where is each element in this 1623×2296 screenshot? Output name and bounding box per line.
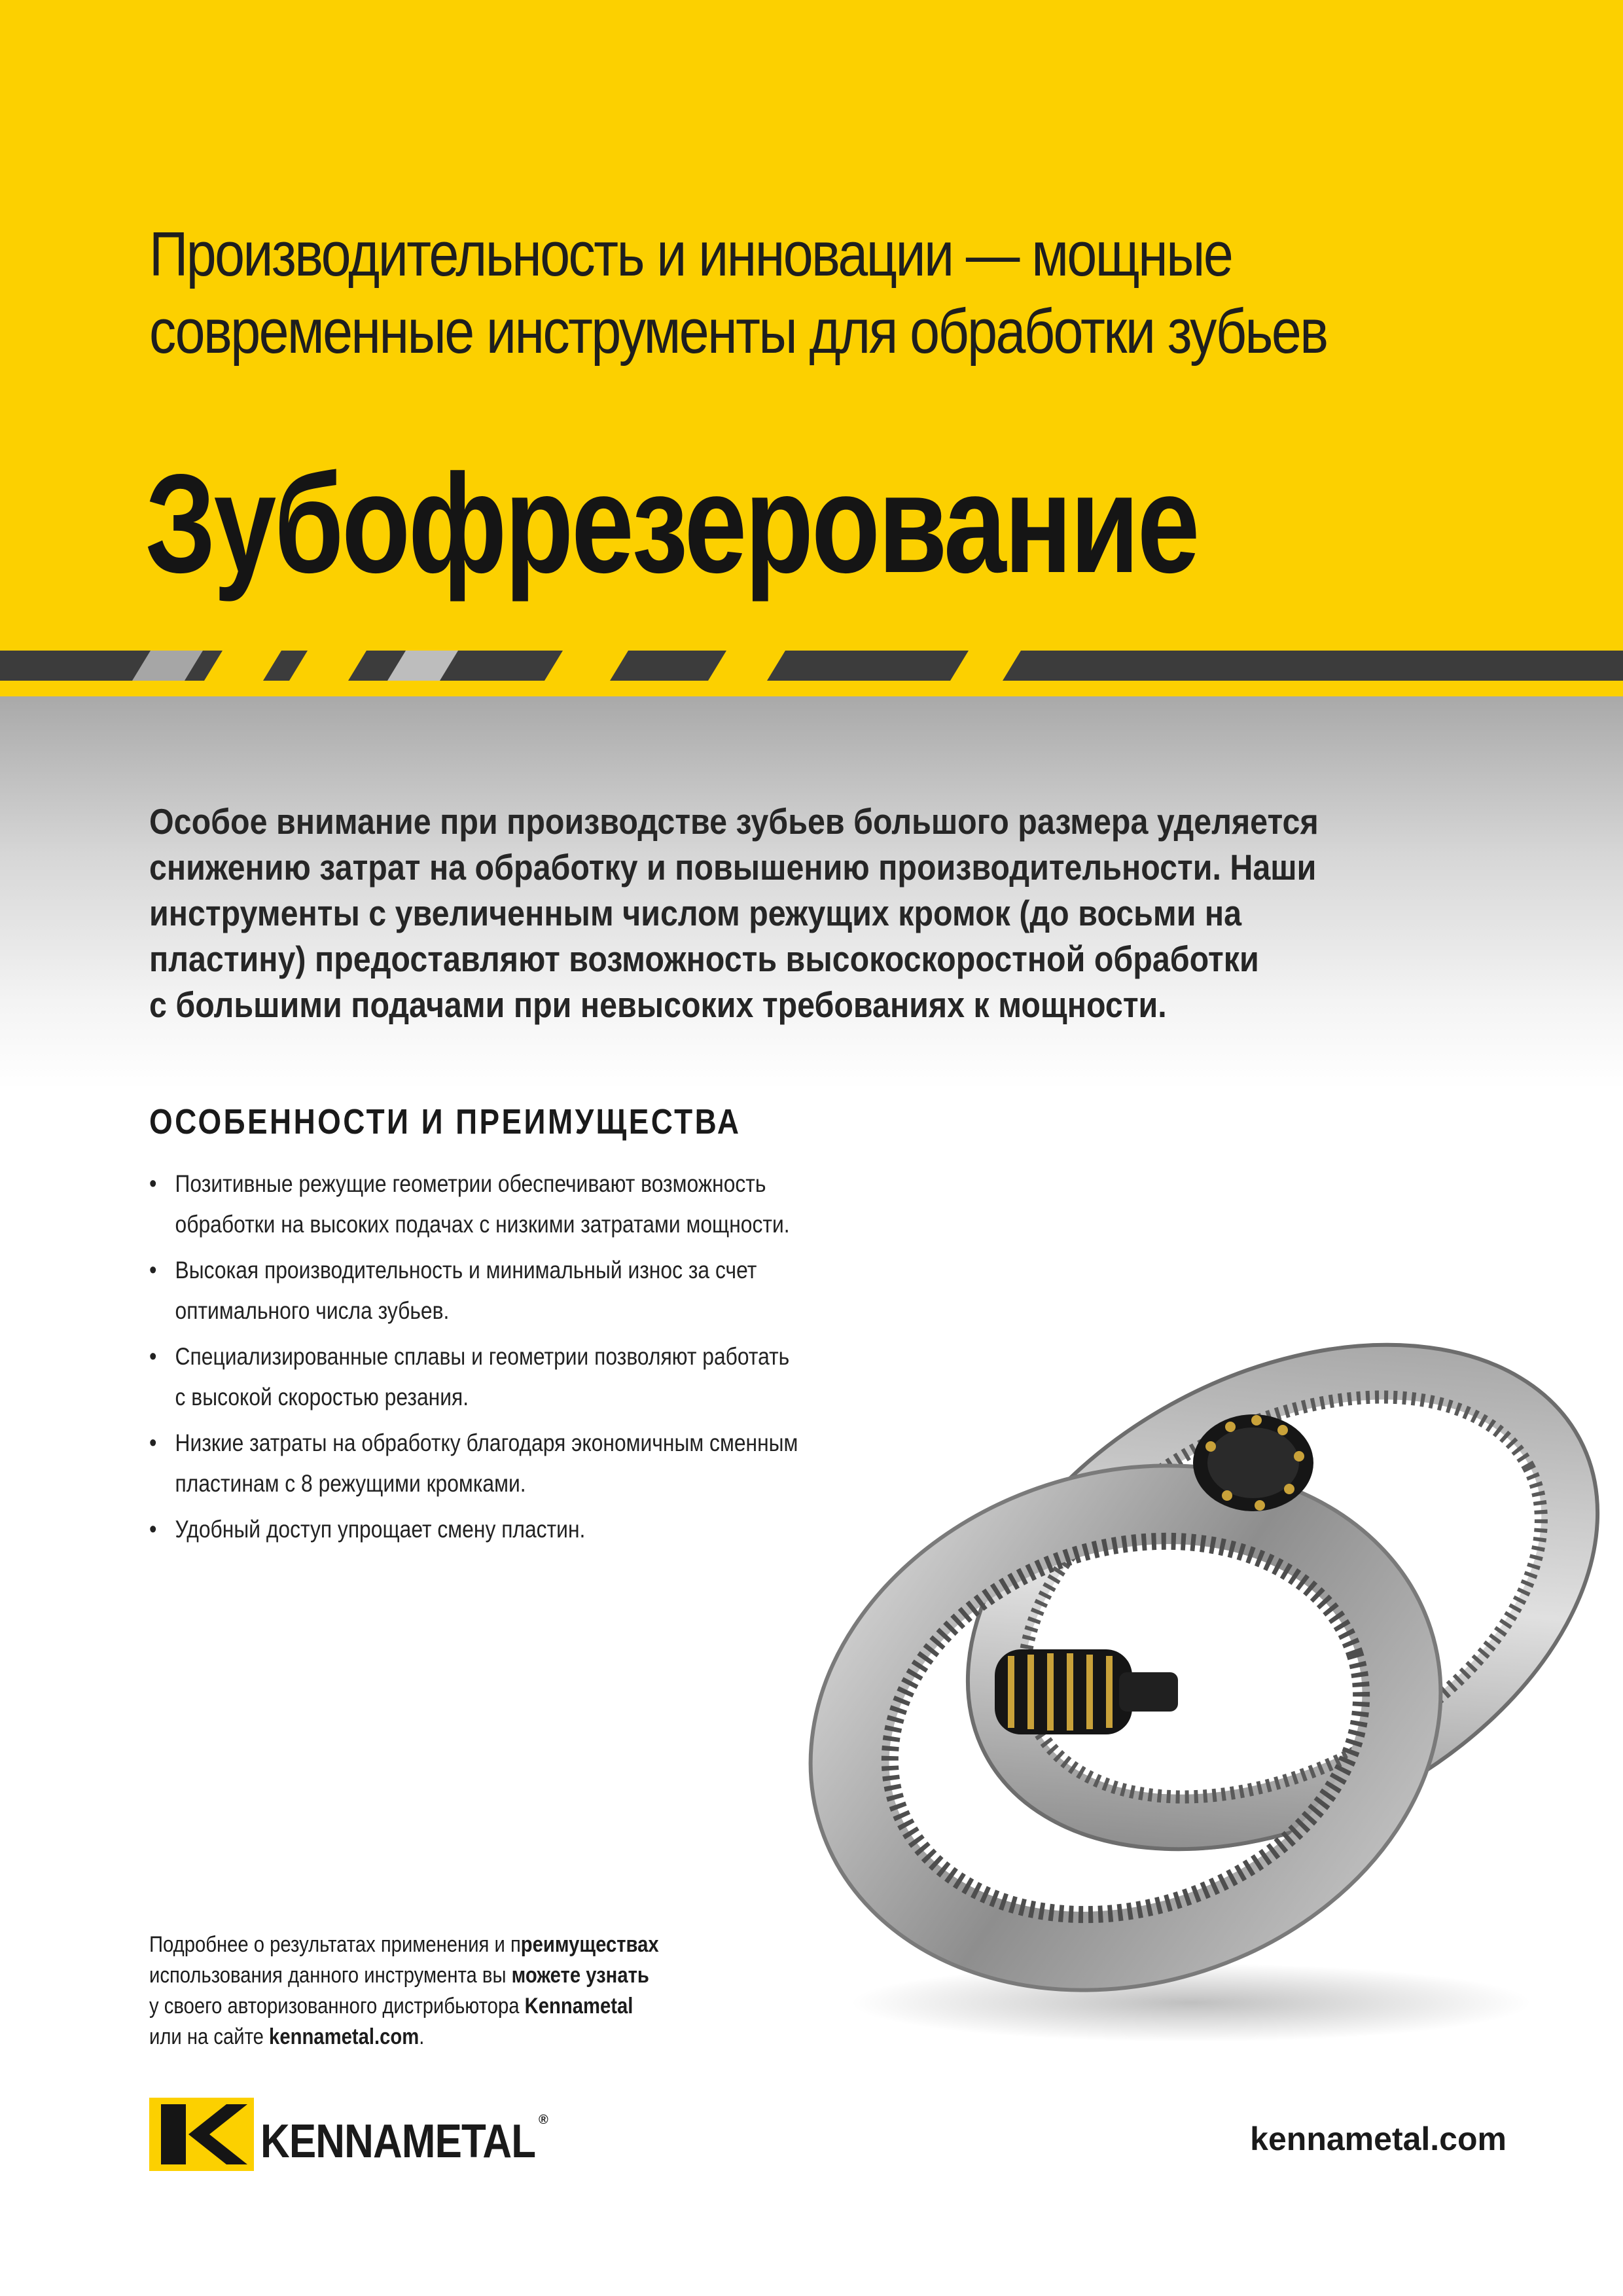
logo-wordmark: KENNAMETAL: [260, 2115, 536, 2168]
feature-item: [149, 1423, 853, 1504]
intro-line: инструменты с увеличенным числом режущих кромок (до восьми на: [149, 893, 1242, 933]
feature-line: пластинам с 8 режущими кромками.: [175, 1470, 526, 1497]
milling-cutter-icon: [995, 1649, 1178, 1734]
feature-line: Высокая производительность и минимальный износ за счет: [175, 1257, 757, 1283]
feature-line: Позитивные режущие геометрии обеспечивают возможность: [175, 1170, 766, 1197]
more-info-text-part: или на сайте: [149, 2024, 270, 2049]
feature-item: [149, 1509, 853, 1550]
more-info-text-bold: Kennametal: [524, 1994, 633, 2018]
website-link[interactable]: kennametal.com: [269, 2024, 419, 2049]
feature-line: Специализированные сплавы и геометрии позволяют работать: [175, 1343, 790, 1370]
more-info-text-bold: можете узнать: [511, 1963, 649, 1988]
intro-line: с большими подачами при невысоких требованиях к мощности.: [149, 984, 1167, 1025]
bullet-icon: •: [149, 1257, 157, 1284]
more-info-text-part: .: [419, 2024, 425, 2049]
more-info-text-bold: реимуществах: [520, 1932, 659, 1957]
subtitle-line: Производительность и инновации — мощные: [149, 219, 1232, 289]
features-heading: ОСОБЕННОСТИ И ПРЕИМУЩЕСТВА: [149, 1102, 741, 1141]
intro-line: пластину) предоставляют возможность высокоскоростной обработки: [149, 939, 1259, 979]
bullet-icon: •: [149, 1170, 157, 1198]
hazard-stripe-band: [0, 651, 1623, 681]
ring-gears-artwork: [785, 1230, 1623, 2049]
page-title: Зубофрезерование: [145, 444, 1198, 602]
more-info-text-part: использования данного инструмента вы: [149, 1963, 512, 1988]
more-info-line: [149, 1991, 768, 2022]
more-info-line: [149, 1960, 768, 1991]
more-info-text: [149, 1929, 768, 2053]
more-info-line: [149, 1929, 768, 1960]
feature-item: [149, 1336, 853, 1418]
website-url[interactable]: kennametal.com: [1250, 2121, 1507, 2157]
header-subtitle: [149, 216, 1331, 370]
intro-line: Особое внимание при производстве зубьев большого размера уделяется: [149, 801, 1319, 842]
registered-mark: ®: [539, 2113, 548, 2127]
feature-line: с высокой скоростью резания.: [175, 1384, 469, 1410]
feature-line: обработки на высоких подачах с низкими затратами мощности.: [175, 1211, 790, 1238]
stripe-yellow-line: [0, 681, 1623, 696]
feature-line: Низкие затраты на обработку благодаря экономичным сменным: [175, 1429, 798, 1456]
bullet-icon: •: [149, 1516, 157, 1543]
feature-item: [149, 1250, 853, 1331]
milling-cutter-icon: [1193, 1414, 1313, 1511]
bullet-icon: •: [149, 1429, 157, 1457]
feature-line: Удобный доступ упрощает смену пластин.: [175, 1516, 586, 1543]
bullet-icon: •: [149, 1343, 157, 1371]
intro-paragraph: [149, 798, 1319, 1028]
intro-line: снижению затрат на обработку и повышению производительности. Наши: [149, 847, 1317, 888]
subtitle-line: современные инструменты для обработки зубьев: [149, 296, 1327, 367]
features-list: [149, 1164, 853, 1555]
feature-item: [149, 1164, 853, 1245]
more-info-text-part: у своего авторизованного дистрибьютора: [149, 1994, 525, 2018]
more-info-text-part: Подробнее о результатах применения и п: [149, 1932, 521, 1957]
feature-line: оптимального числа зубьев.: [175, 1297, 450, 1324]
more-info-line: [149, 2022, 768, 2053]
